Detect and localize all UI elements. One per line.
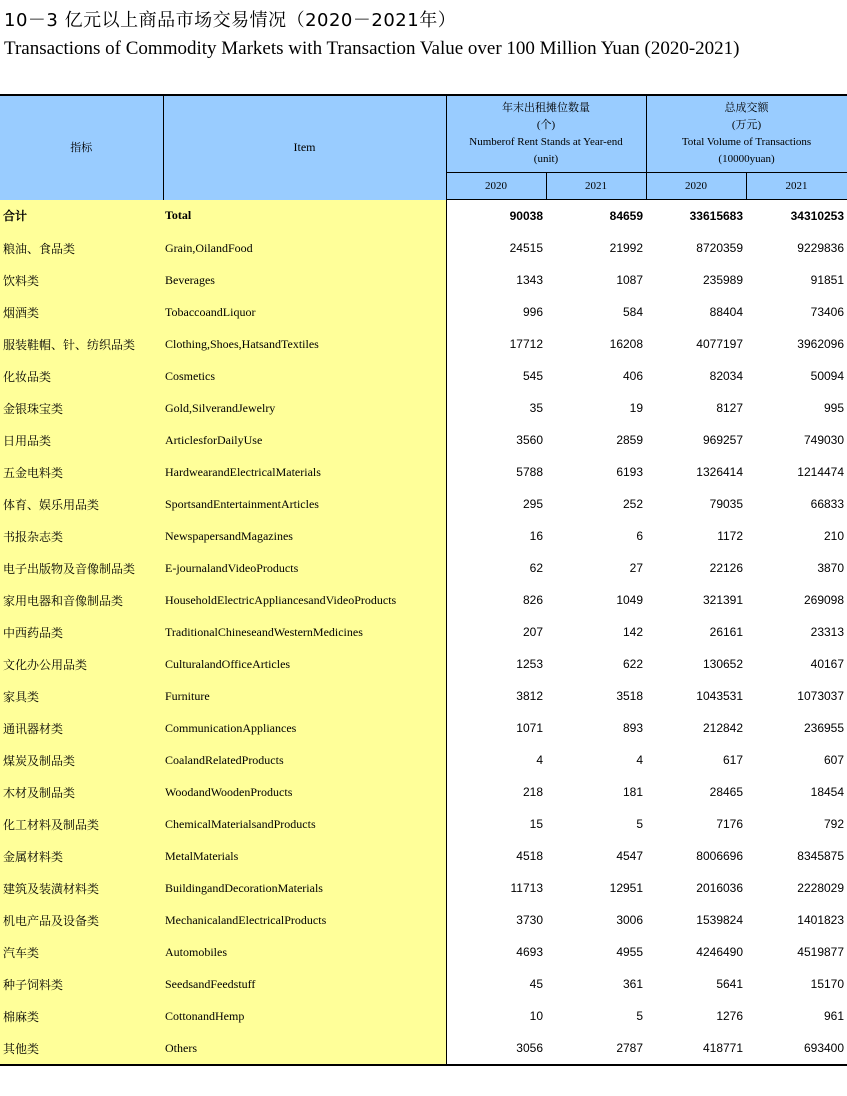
table-row — [0, 424, 847, 456]
stands-2020-cell: 62 — [529, 561, 543, 575]
header-year: 2020 — [646, 173, 746, 200]
volume-2021-cell: 961 — [823, 1009, 845, 1023]
volume-2020-cell: 26161 — [709, 625, 744, 639]
volume-2021-cell: 40167 — [810, 657, 845, 671]
header-year: 2020 — [446, 173, 546, 200]
table-row — [0, 840, 847, 872]
stands-2021-cell: 12951 — [609, 881, 644, 895]
table-row — [0, 1032, 847, 1065]
row-indicator-cn: 文化办公用品类 — [0, 648, 163, 680]
row-indicator-cn: 金属材料类 — [0, 840, 163, 872]
stands-2021-cell: 84659 — [609, 209, 644, 223]
stands-2021-cell: 6 — [636, 529, 644, 543]
volume-2021-cell: 34310253 — [790, 209, 845, 223]
volume-2021-cell: 792 — [823, 817, 845, 831]
stands-2020-cell: 218 — [522, 785, 543, 799]
volume-2020-cell: 88404 — [709, 305, 744, 319]
volume-2020-cell: 82034 — [709, 369, 744, 383]
row-item-en: Beverages — [163, 264, 446, 296]
stands-2021-cell: 4 — [636, 753, 644, 767]
row-indicator-cn: 饮料类 — [0, 264, 163, 296]
row-item-en: CulturalandOfficeArticles — [163, 648, 446, 680]
header-stands-unit-cn: (个) — [536, 119, 556, 131]
stands-2021-cell: 16208 — [609, 337, 644, 351]
row-item-en: TobaccoandLiquor — [163, 296, 446, 328]
row-indicator-cn: 金银珠宝类 — [0, 392, 163, 424]
volume-2020-cell: 8127 — [716, 401, 744, 415]
table-row — [0, 328, 847, 360]
stands-2021-cell: 5 — [636, 1009, 644, 1023]
stands-2020-cell: 3812 — [516, 689, 543, 703]
volume-2020-cell: 4077197 — [696, 337, 744, 351]
stands-2021-cell: 19 — [629, 401, 644, 415]
volume-2021-cell: 4519877 — [797, 945, 845, 959]
page-title-en: Transactions of Commodity Markets with Transaction Value over 100 Million Yuan (2020-2021) — [4, 38, 740, 59]
stands-2020-cell: 24515 — [509, 241, 543, 255]
row-indicator-cn: 家具类 — [0, 680, 163, 712]
stands-2020-cell: 11713 — [510, 881, 543, 895]
volume-2020-cell: 321391 — [702, 593, 744, 607]
row-item-en: CommunicationAppliances — [163, 712, 446, 744]
row-item-en: HardwearandElectricalMaterials — [163, 456, 446, 488]
volume-2020-cell: 617 — [722, 753, 744, 767]
volume-2021-cell: 91851 — [810, 273, 845, 287]
volume-2021-cell: 3962096 — [797, 337, 845, 351]
row-indicator-cn: 种子饲料类 — [0, 968, 163, 1000]
row-item-en: MechanicalandElectricalProducts — [163, 904, 446, 936]
table-row — [0, 808, 847, 840]
volume-2020-cell: 5641 — [716, 977, 744, 991]
table-row — [0, 360, 847, 392]
table-row — [0, 520, 847, 552]
volume-2021-cell: 8345875 — [797, 849, 845, 863]
stands-2021-cell: 27 — [629, 561, 644, 575]
table-row — [0, 456, 847, 488]
row-item-en: ArticlesforDailyUse — [163, 424, 446, 456]
row-indicator-cn: 其他类 — [0, 1032, 163, 1065]
header-stands-unit-en: (unit) — [533, 153, 559, 165]
table-row — [0, 936, 847, 968]
table-row — [0, 776, 847, 808]
stands-2020-cell: 3560 — [516, 433, 543, 447]
volume-2021-cell: 3870 — [817, 561, 845, 575]
table-row — [0, 552, 847, 584]
header-stands-cn: 年末出租摊位数量 — [502, 102, 590, 114]
volume-2021-cell: 66833 — [810, 497, 845, 511]
row-indicator-cn: 化妆品类 — [0, 360, 163, 392]
row-indicator-cn: 中西药品类 — [0, 616, 163, 648]
stands-2021-cell: 361 — [622, 977, 644, 991]
table-row — [0, 296, 847, 328]
volume-2020-cell: 33615683 — [689, 209, 744, 223]
commodity-market-table — [0, 94, 847, 1066]
stands-2020-cell: 3056 — [446, 1032, 546, 1065]
stands-2020-cell: 17712 — [509, 337, 543, 351]
row-item-en: Clothing,Shoes,HatsandTextiles — [163, 328, 446, 360]
table-row — [0, 680, 847, 712]
table-row — [0, 488, 847, 520]
table-row — [0, 648, 847, 680]
stands-2020-cell: 15 — [529, 817, 543, 831]
stands-2020-cell: 3730 — [516, 913, 543, 927]
row-item-en: E-journalandVideoProducts — [163, 552, 446, 584]
stands-2021-cell: 5 — [636, 817, 644, 831]
table-body — [0, 200, 847, 1066]
row-item-en: HouseholdElectricAppliancesandVideoProducts — [163, 584, 446, 616]
header-year: 2021 — [746, 173, 847, 200]
row-indicator-cn: 汽车类 — [0, 936, 163, 968]
row-item-en: Automobiles — [163, 936, 446, 968]
stands-2020-cell: 295 — [522, 497, 543, 511]
stands-2021-cell: 6193 — [616, 465, 644, 479]
header-volume-unit-en: (10000yuan) — [718, 153, 775, 165]
volume-2020-cell: 79035 — [709, 497, 744, 511]
volume-2020-cell: 22126 — [709, 561, 744, 575]
row-item-en: Grain,OilandFood — [163, 232, 446, 264]
row-item-en: Furniture — [163, 680, 446, 712]
table-row — [0, 968, 847, 1000]
volume-2021-cell: 607 — [823, 753, 845, 767]
row-item-en: NewspapersandMagazines — [163, 520, 446, 552]
volume-2020-cell: 418771 — [646, 1032, 746, 1065]
stands-2021-cell: 2859 — [616, 433, 644, 447]
row-indicator-cn: 日用品类 — [0, 424, 163, 456]
stands-2021-cell: 2787 — [546, 1032, 646, 1065]
volume-2020-cell: 1539824 — [696, 913, 744, 927]
volume-2021-cell: 23313 — [810, 625, 845, 639]
volume-2021-cell: 995 — [823, 401, 845, 415]
stands-2021-cell: 142 — [622, 625, 644, 639]
volume-2021-cell: 693400 — [746, 1032, 847, 1065]
stands-2021-cell: 4955 — [616, 945, 644, 959]
row-item-en: CoalandRelatedProducts — [163, 744, 446, 776]
row-indicator-cn: 体育、娱乐用品类 — [0, 488, 163, 520]
row-indicator-cn: 书报杂志类 — [0, 520, 163, 552]
row-indicator-cn: 建筑及装潢材料类 — [0, 872, 163, 904]
volume-2020-cell: 1326414 — [696, 465, 744, 479]
table-row — [0, 584, 847, 616]
row-indicator-cn: 通讯器材类 — [0, 712, 163, 744]
row-item-en: MetalMaterials — [163, 840, 446, 872]
stands-2021-cell: 406 — [622, 369, 644, 383]
header-volume-unit-cn: (万元) — [731, 119, 762, 131]
row-indicator-cn: 烟酒类 — [0, 296, 163, 328]
table-row — [0, 392, 847, 424]
row-indicator-cn: 合计 — [0, 200, 163, 233]
row-item-en: WoodandWoodenProducts — [163, 776, 446, 808]
stands-2020-cell: 545 — [522, 369, 543, 383]
volume-2020-cell: 2016036 — [696, 881, 744, 895]
row-indicator-cn: 机电产品及设备类 — [0, 904, 163, 936]
stands-2020-cell: 207 — [522, 625, 543, 639]
table-row — [0, 904, 847, 936]
stands-2021-cell: 4547 — [616, 849, 644, 863]
row-item-en: ChemicalMaterialsandProducts — [163, 808, 446, 840]
volume-2021-cell: 1401823 — [797, 913, 845, 927]
table-row — [0, 264, 847, 296]
volume-2021-cell: 269098 — [803, 593, 845, 607]
stands-2020-cell: 4693 — [516, 945, 543, 959]
stands-2021-cell: 622 — [622, 657, 644, 671]
table-row — [0, 712, 847, 744]
volume-2021-cell: 50094 — [810, 369, 845, 383]
table-row — [0, 200, 847, 233]
header-transaction-volume — [646, 95, 847, 173]
table-row — [0, 1000, 847, 1032]
volume-2021-cell: 1214474 — [797, 465, 845, 479]
volume-2020-cell: 1276 — [716, 1009, 744, 1023]
page-title-cn: 10－3 亿元以上商品市场交易情况（2020－2021年） — [4, 10, 457, 31]
stands-2021-cell: 1087 — [616, 273, 644, 287]
volume-2020-cell: 130652 — [702, 657, 744, 671]
row-indicator-cn: 粮油、食品类 — [0, 232, 163, 264]
volume-2021-cell: 9229836 — [797, 241, 845, 255]
stands-2020-cell: 45 — [529, 977, 543, 991]
volume-2020-cell: 1172 — [717, 529, 744, 543]
row-indicator-cn: 服装鞋帽、针、纺织品类 — [0, 328, 163, 360]
row-item-en: Total — [163, 200, 446, 233]
stands-2020-cell: 4 — [536, 753, 543, 767]
stands-2020-cell: 4518 — [516, 849, 543, 863]
volume-2021-cell: 15170 — [810, 977, 845, 991]
table-row — [0, 232, 847, 264]
stands-2021-cell: 21992 — [609, 241, 644, 255]
row-indicator-cn: 家用电器和音像制品类 — [0, 584, 163, 616]
stands-2020-cell: 5788 — [516, 465, 543, 479]
stands-2021-cell: 893 — [622, 721, 644, 735]
row-indicator-cn: 电子出版物及音像制品类 — [0, 552, 163, 584]
stands-2021-cell: 252 — [622, 497, 644, 511]
stands-2021-cell: 3518 — [616, 689, 644, 703]
volume-2020-cell: 235989 — [702, 273, 744, 287]
row-indicator-cn: 化工材料及制品类 — [0, 808, 163, 840]
row-item-en: SeedsandFeedstuff — [163, 968, 446, 1000]
header-volume-cn: 总成交额 — [724, 102, 769, 114]
header-stands-en: Numberof Rent Stands at Year-end — [469, 136, 623, 148]
row-indicator-cn: 木材及制品类 — [0, 776, 163, 808]
volume-2020-cell: 8006696 — [696, 849, 744, 863]
row-item-en: Cosmetics — [163, 360, 446, 392]
stands-2020-cell: 826 — [522, 593, 543, 607]
volume-2020-cell: 7176 — [716, 817, 744, 831]
stands-2020-cell: 90038 — [509, 209, 543, 223]
header-indicator: 指标 — [0, 95, 163, 200]
volume-2020-cell: 1043531 — [696, 689, 744, 703]
stands-2021-cell: 3006 — [616, 913, 644, 927]
stands-2021-cell: 584 — [622, 305, 644, 319]
header-volume-en: Total Volume of Transactions — [681, 136, 812, 148]
volume-2021-cell: 18454 — [810, 785, 845, 799]
stands-2021-cell: 1049 — [616, 593, 644, 607]
volume-2021-cell: 73406 — [810, 305, 845, 319]
row-item-en: Others — [163, 1032, 446, 1065]
header-year: 2021 — [546, 173, 646, 200]
volume-2021-cell: 2228029 — [797, 881, 845, 895]
row-item-en: SportsandEntertainmentArticles — [163, 488, 446, 520]
stands-2020-cell: 10 — [529, 1009, 543, 1023]
volume-2021-cell: 1073037 — [797, 689, 845, 703]
volume-2021-cell: 210 — [823, 529, 845, 543]
table-row — [0, 616, 847, 648]
header-rent-stands — [446, 95, 646, 173]
stands-2020-cell: 1253 — [516, 657, 543, 671]
row-indicator-cn: 煤炭及制品类 — [0, 744, 163, 776]
stands-2020-cell: 1071 — [516, 721, 543, 735]
stands-2020-cell: 16 — [529, 529, 543, 543]
volume-2020-cell: 4246490 — [696, 945, 744, 959]
row-item-en: BuildingandDecorationMaterials — [163, 872, 446, 904]
volume-2020-cell: 212842 — [702, 721, 744, 735]
row-indicator-cn: 五金电料类 — [0, 456, 163, 488]
table-row — [0, 872, 847, 904]
volume-2021-cell: 749030 — [803, 433, 845, 447]
volume-2021-cell: 236955 — [803, 721, 845, 735]
row-item-en: Gold,SilverandJewelry — [163, 392, 446, 424]
stands-2020-cell: 35 — [529, 401, 543, 415]
stands-2020-cell: 1343 — [516, 273, 543, 287]
header-item: Item — [163, 95, 446, 200]
volume-2020-cell: 969257 — [702, 433, 744, 447]
stands-2020-cell: 996 — [522, 305, 543, 319]
table-row — [0, 744, 847, 776]
volume-2020-cell: 28465 — [709, 785, 744, 799]
row-indicator-cn: 棉麻类 — [0, 1000, 163, 1032]
stands-2021-cell: 181 — [622, 785, 644, 799]
volume-2020-cell: 8720359 — [696, 241, 744, 255]
row-item-en: TraditionalChineseandWesternMedicines — [163, 616, 446, 648]
row-item-en: CottonandHemp — [163, 1000, 446, 1032]
